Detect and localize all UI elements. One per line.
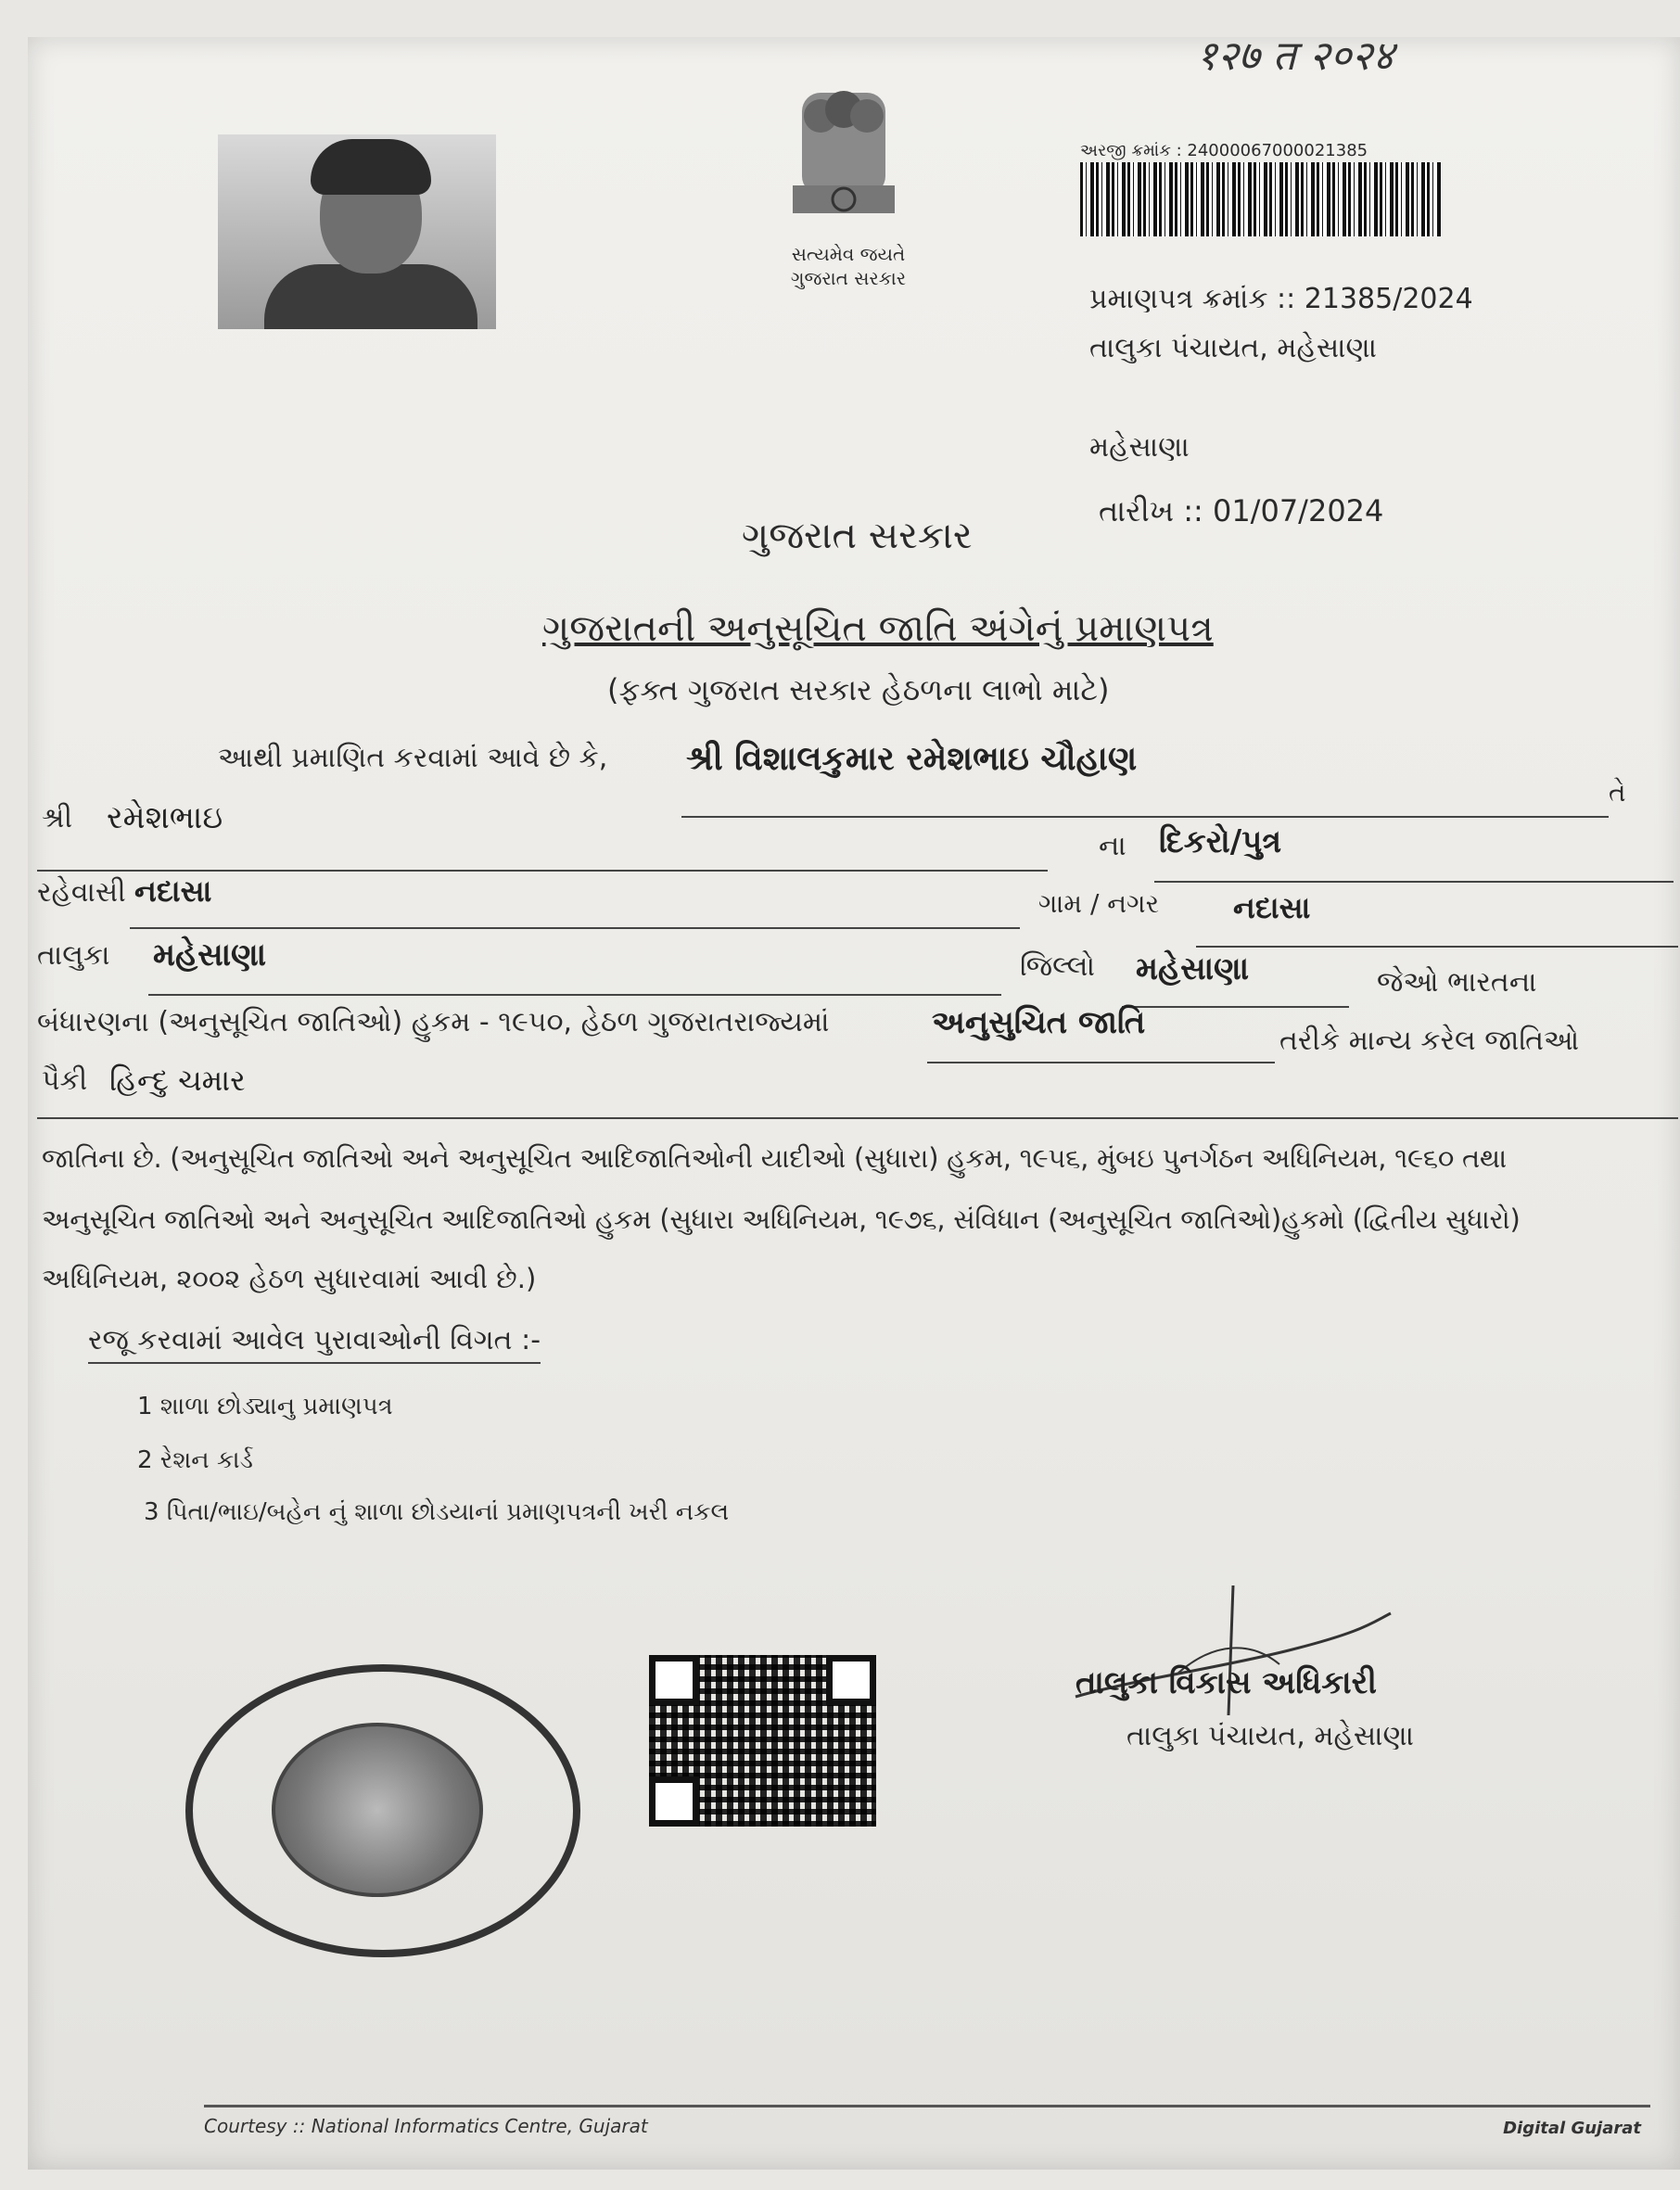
qr-corner	[826, 1655, 876, 1705]
district-value: મહેસાણા	[1136, 950, 1250, 987]
state-emblem-icon	[760, 83, 927, 241]
legal-para-line-3: અધિનિયમ, ૨૦૦૨ હેઠળ સુધારવામાં આવી છે.)	[42, 1263, 537, 1294]
recognized-label: તરીકે માન્ય કરેલ જાતિઓ	[1279, 1025, 1580, 1057]
taluka-label: તાલુકા	[37, 939, 110, 972]
qr-corner	[649, 1776, 699, 1827]
place-name: મહેસાણા	[1089, 431, 1190, 464]
issue-date: તારીખ :: 01/07/2024	[1099, 493, 1384, 528]
certify-label: આથી પ્રમાણિત કરવામાં આવે છે કે,	[218, 742, 608, 774]
certificate-title: ગુજરાતની અનુસૂચિત જાતિ અંગેનું પ્રમાણપત્ર	[542, 607, 1214, 650]
father-name: રમેશભાઇ	[107, 799, 223, 836]
resident-label: રહેવાસી	[37, 876, 126, 909]
caste-underline	[37, 1117, 1678, 1119]
category-value: અનુસુચિત જાતિ	[932, 1004, 1146, 1041]
emblem-caption-1: સત્યમેવ જયતે	[791, 243, 906, 265]
qr-code-icon	[649, 1655, 876, 1827]
legal-para-line-1: જાતિના છે. (અનુસૂચિત જાતિઓ અને અનુસૂચિત આદિજાતિઓની યાદીઓ (સુધારા) હુકમ, ૧૯૫૬, મુંબઇ પુનર્ગઠન અધિનિયમ, ૧૯૬૦ તથા	[42, 1142, 1507, 1174]
bharat-label: જેઓ ભારતના	[1377, 966, 1537, 999]
order-text: બંધારણના (અનુસૂચિત જાતિઓ) હુકમ - ૧૯૫૦, હેઠળ ગુજરાતરાજ્યમાં	[37, 1006, 830, 1038]
certificate-subtitle: (ફક્ત ગુજરાત સરકાર હેઠળના લાભો માટે)	[607, 672, 1110, 707]
office-name: તાલુકા પંચાયત, મહેસાણા	[1089, 332, 1378, 364]
footer-bar	[204, 2105, 1650, 2138]
top-handwritten-note: १२७ त २०२४	[1196, 32, 1394, 80]
seal-center	[272, 1723, 483, 1897]
legal-para-line-2: અનુસૂચિત જાતિઓ અને અનુસૂચિત આદિજાતિઓ હુકમ (સુધારા અધિનિયમ, ૧૯૭૬, સંવિધાન (અનુસૂચિત જાતિઓ)હુકમો (દ્વિતીય સુધારો)	[42, 1203, 1521, 1235]
official-seal-stamp	[185, 1664, 580, 1957]
resident-value: નદાસા	[134, 873, 212, 909]
evidence-item: 1 શાળા છોડ્યાનુ પ્રમાણપત્ર	[137, 1393, 393, 1420]
evidence-item: 3 પિતા/ભાઇ/બહેન નું શાળા છોડયાનાં પ્રમાણપત્રની ખરી નકલ	[144, 1498, 730, 1526]
district-underline	[1122, 1006, 1349, 1008]
caste-value: હિન્દુ ચમાર	[109, 1063, 246, 1098]
certificate-number: પ્રમાણપત્ર ક્રમાંક :: 21385/2024	[1089, 283, 1473, 315]
resident-underline	[130, 927, 1020, 929]
gov-title: ગુજરાત સરકાર	[742, 515, 973, 557]
applicant-photo	[218, 134, 496, 329]
taluka-value: મહેસાણા	[153, 936, 267, 974]
shri-label: શ્રી	[42, 802, 73, 834]
footer-courtesy: Courtesy :: National Informatics Centre, Gujarat	[204, 2115, 648, 2137]
relation-underline	[1154, 881, 1674, 883]
na-label: ના	[1099, 830, 1126, 862]
emblem-caption-2: ગુજરાત સરકાર	[790, 267, 907, 289]
village-label: ગામ / નગર	[1038, 888, 1160, 919]
application-number: અરજી ક્રમાંક : 24000067000021385	[1080, 141, 1368, 160]
te-label: તે	[1609, 777, 1626, 808]
village-underline	[1196, 946, 1678, 948]
signatory-designation: તાલુકા વિકાસ અધિકારી	[1075, 1664, 1377, 1701]
applicant-name: શ્રી વિશાલકુમાર રમેશભાઇ ચૌહાણ	[686, 740, 1138, 778]
footer-digital: Digital Gujarat	[1503, 2119, 1641, 2138]
father-underline	[37, 870, 1048, 872]
qr-corner	[649, 1655, 699, 1705]
village-value: નદાસા	[1233, 890, 1311, 925]
category-underline	[927, 1062, 1275, 1063]
barcode	[1080, 162, 1442, 236]
peki-label: પૈકી	[42, 1064, 88, 1097]
relation: દિકરો/પુત્ર	[1159, 823, 1282, 860]
photo-body	[264, 264, 477, 329]
evidence-item: 2 રેશન કાર્ડ	[137, 1446, 253, 1474]
taluka-underline	[148, 994, 1001, 996]
district-label: જિલ્લો	[1020, 950, 1095, 983]
photo-hair	[311, 139, 431, 195]
name-underline	[681, 816, 1609, 818]
evidence-heading: રજૂ કરવામાં આવેલ પુરાવાઓની વિગત :-	[88, 1324, 541, 1364]
signatory-office: તાલુકા પંચાયત, મહેસાણા	[1126, 1720, 1415, 1752]
